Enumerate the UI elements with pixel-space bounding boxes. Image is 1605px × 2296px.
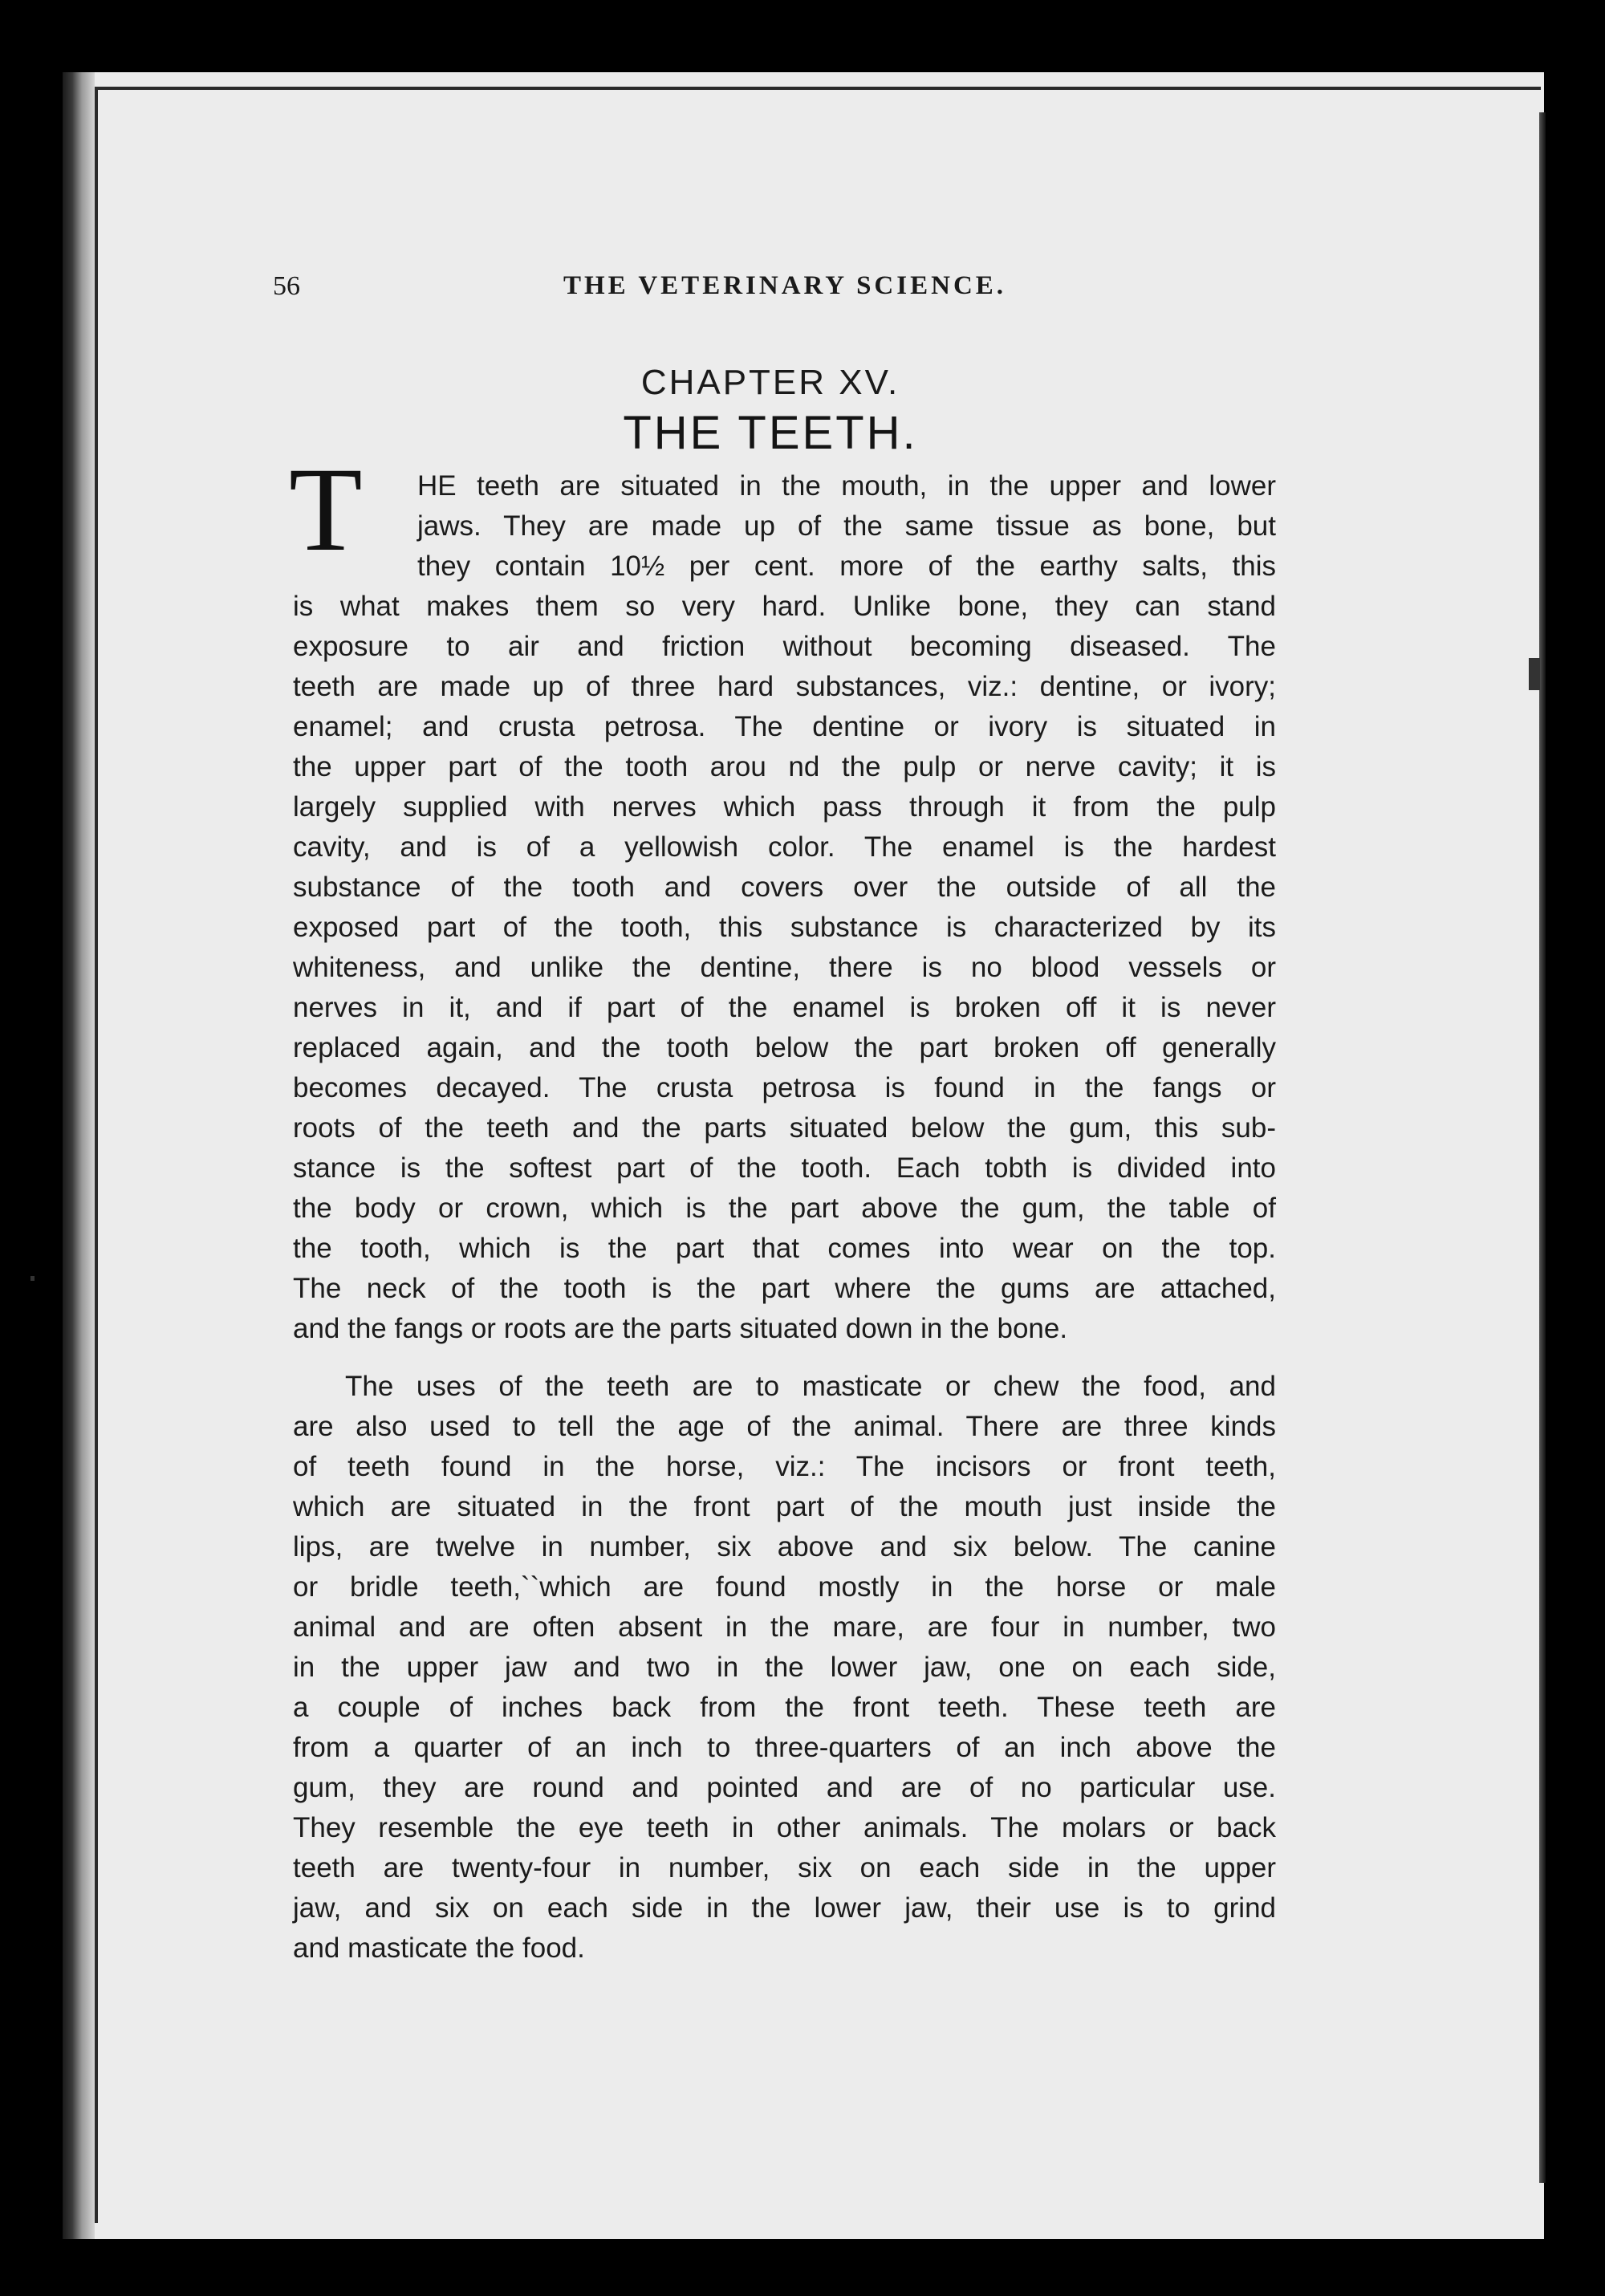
margin-mark [1529,658,1540,690]
text-line: HE teeth are situated in the mouth, in the upper and lower [417,470,1276,502]
running-head [273,271,1276,319]
text-line: nerves in it, and if part of the enamel is broken off it is never [293,992,1276,1023]
text-line: The uses of the teeth are to masticate or chew the food, and [345,1371,1276,1402]
text-line: which are situated in the front part of the mouth just inside the [293,1491,1276,1522]
text-line: enamel; and crusta petrosa. The dentine or ivory is situated in [293,711,1276,742]
text-line: they contain 10½ per cent. more of the earthy salts, this [417,551,1276,582]
text-line: are also used to tell the age of the animal. There are three kinds [293,1411,1276,1442]
text-line: or bridle teeth,``which are found mostly in the horse or male [293,1571,1276,1603]
text-line: roots of the teeth and the parts situated below the gum, this sub- [293,1112,1276,1144]
text-line: the tooth, which is the part that comes into wear on the top. [293,1233,1276,1264]
text-line: largely supplied with nerves which pass through it from the pulp [293,791,1276,823]
text-line: the upper part of the tooth arou nd the pulp or nerve cavity; it is [293,751,1276,782]
margin-speck [30,1276,35,1281]
text-line: and the fangs or roots are the parts situated down in the bone. [293,1313,1068,1344]
text-line: stance is the softest part of the tooth. Each tobth is divided into [293,1152,1276,1184]
page-number: 56 [273,271,300,301]
running-title: THE VETERINARY SCIENCE. [563,271,1007,300]
text-line: teeth are made up of three hard substances, viz.: dentine, or ivory; [293,671,1276,702]
text-line: from a quarter of an inch to three-quarters of an inch above the [293,1732,1276,1763]
binding-edge-line [95,88,98,2223]
facing-page-edge [1539,112,1546,2183]
drop-cap: T [289,443,363,576]
text-line: animal and are often absent in the mare, are four in number, two [293,1611,1276,1643]
text-line: is what makes them so very hard. Unlike bone, they can stand [293,591,1276,622]
text-line: replaced again, and the tooth below the part broken off generally [293,1032,1276,1063]
text-line: gum, they are round and pointed and are of no particular use. [293,1772,1276,1803]
page-binding-shadow [63,72,95,2239]
text-line: whiteness, and unlike the dentine, there is no blood vessels or [293,952,1276,983]
text-line: lips, are twelve in number, six above and six below. The canine [293,1531,1276,1562]
text-line: jaw, and six on each side in the lower jaw, their use is to grind [293,1892,1276,1924]
text-line: of teeth found in the horse, viz.: The incisors or front teeth, [293,1451,1276,1482]
text-line: and masticate the food. [293,1932,585,1964]
text-line: exposure to air and friction without becoming diseased. The [293,631,1276,662]
text-line: exposed part of the tooth, this substance is characterized by its [293,912,1276,943]
text-line: becomes decayed. The crusta petrosa is found in the fangs or [293,1072,1276,1103]
chapter-number: CHAPTER XV. [640,363,900,402]
page-top-edge [95,87,1541,90]
text-line: a couple of inches back from the front teeth. These teeth are [293,1692,1276,1723]
text-line: substance of the tooth and covers over the outside of all the [293,872,1276,903]
text-line: cavity, and is of a yellowish color. The enamel is the hardest [293,831,1276,863]
text-line: They resemble the eye teeth in other animals. The molars or back [293,1812,1276,1843]
text-line: in the upper jaw and two in the lower jaw, one on each side, [293,1652,1276,1683]
text-line: teeth are twenty-four in number, six on each side in the upper [293,1852,1276,1884]
text-line: The neck of the tooth is the part where the gums are attached, [293,1273,1276,1304]
text-line: jaws. They are made up of the same tissue as bone, but [417,510,1276,542]
text-line: the body or crown, which is the part above the gum, the table of [293,1193,1276,1224]
chapter-title: THE TEETH. [623,407,918,459]
